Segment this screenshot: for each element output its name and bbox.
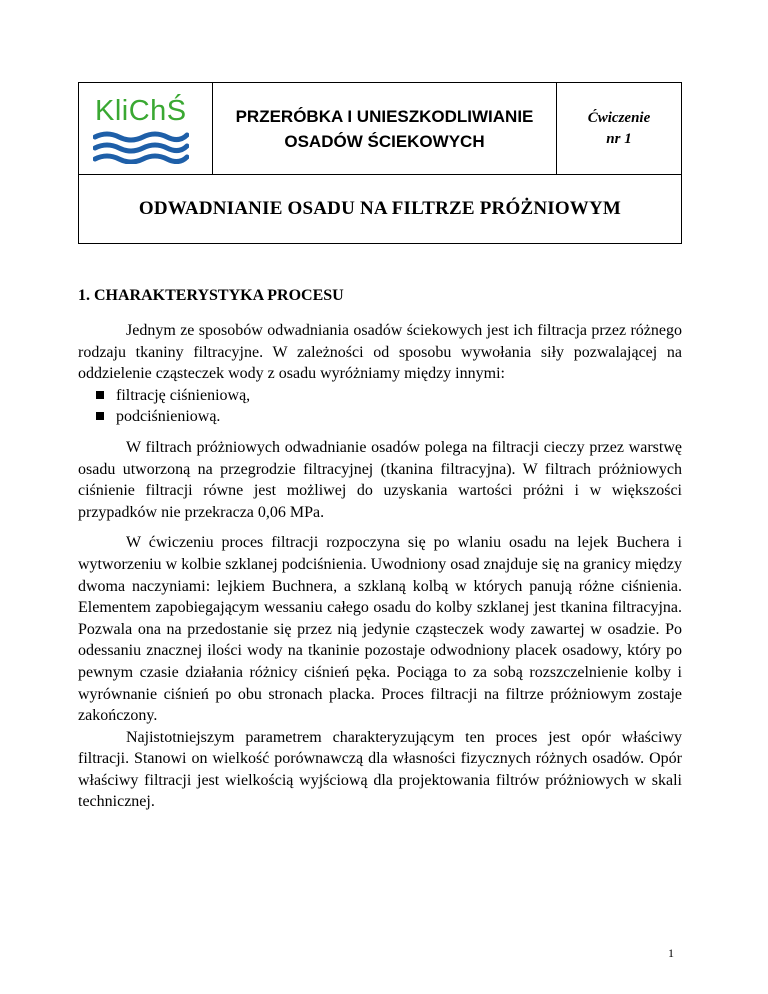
square-bullet-icon [96,412,104,420]
logo-text: KliChŚ [95,95,187,127]
list-item-text: podciśnieniową. [116,408,221,426]
header-table [78,82,682,244]
list-item [95,385,682,407]
section-heading: 1. CHARAKTERYSTYKA PROCESU [78,287,344,304]
exercise-cell [557,83,681,174]
course-title-cell [213,83,557,174]
paragraph-exercise-process: W ćwiczeniu proces filtracji rozpoczyna się po wlaniu osadu na lejek Buchera i wytworzeniu w kolbie szklanej podciśnienia. Uwodniony osad znajduje się na granicy między dwoma naczyniami: lejkiem Buchnera, a szklaną kolbą w których panują różne ciśnienia. Elementem zapobiegającym wessaniu całego osadu do kolby szklanej jest tkanina filtracyjna. Pozwala ona na przedostanie się przez nią jedynie cząsteczek wody zawartej w osadzie. Po odessaniu znacznej ilości wody na tkaninie pozostaje odwodniony placek osadowy, który po pewnym czasie działania różnicy ciśnień pęka. Pociąga to za sobą rozszczelnienie kolby i wyrównanie ciśnień po obu stronach placka. Proces filtracji na filtrze próżniowym zostaje zakończony. [78,534,682,725]
course-title-line-2: OSADÓW ŚCIEKOWYCH [284,131,485,151]
list-item-text: filtrację ciśnieniową, [116,386,251,404]
header-top-row [79,83,681,175]
logo-waves-icon [93,130,189,164]
method-list [78,385,682,428]
logo-cell [79,83,213,174]
exercise-label: Ćwiczenie [587,109,651,126]
page-number: 1 [668,946,674,960]
list-item [95,406,682,428]
section-content [78,320,682,813]
square-bullet-icon [96,391,104,399]
exercise-number: nr 1 [606,130,632,147]
paragraph-specific-resistance: Najistotniejszym parametrem charakteryzującym ten proces jest opór właściwy filtracji. Stanowi on wielkość porównawczą dla własności fizycznych różnych osadów. Opór właściwy filtracji jest wielkością wyjściową dla projektowania filtrów próżniowych w skali technicznej. [78,728,682,811]
paragraph-vacuum-filters: W filtrach próżniowych odwadnianie osadów polega na filtracji cieczy przez warstwę osadu utworzoną na przegrodzie filtracyjnej (tkanina filtracyjna). W filtrach próżniowych ciśnienie filtracji równe jest możliwej do uzyskania wartości próżni i w większości przypadków nie przekracza 0,06 MPa. [78,438,682,521]
header-title-row [79,175,681,243]
intro-paragraph: Jednym ze sposobów odwadniania osadów ściekowych jest ich filtracja przez różnego rodzaju tkaniny filtracyjne. W zależności od sposobu wywołania siły pozwalającej na oddzielenie cząsteczek wody z osadu wyróżniamy między innymi: [78,322,682,383]
document-title: ODWADNIANIE OSADU NA FILTRZE PRÓŻNIOWYM [138,198,622,219]
course-title-line-1: PRZERÓBKA I UNIESZKODLIWIANIE [235,106,534,126]
